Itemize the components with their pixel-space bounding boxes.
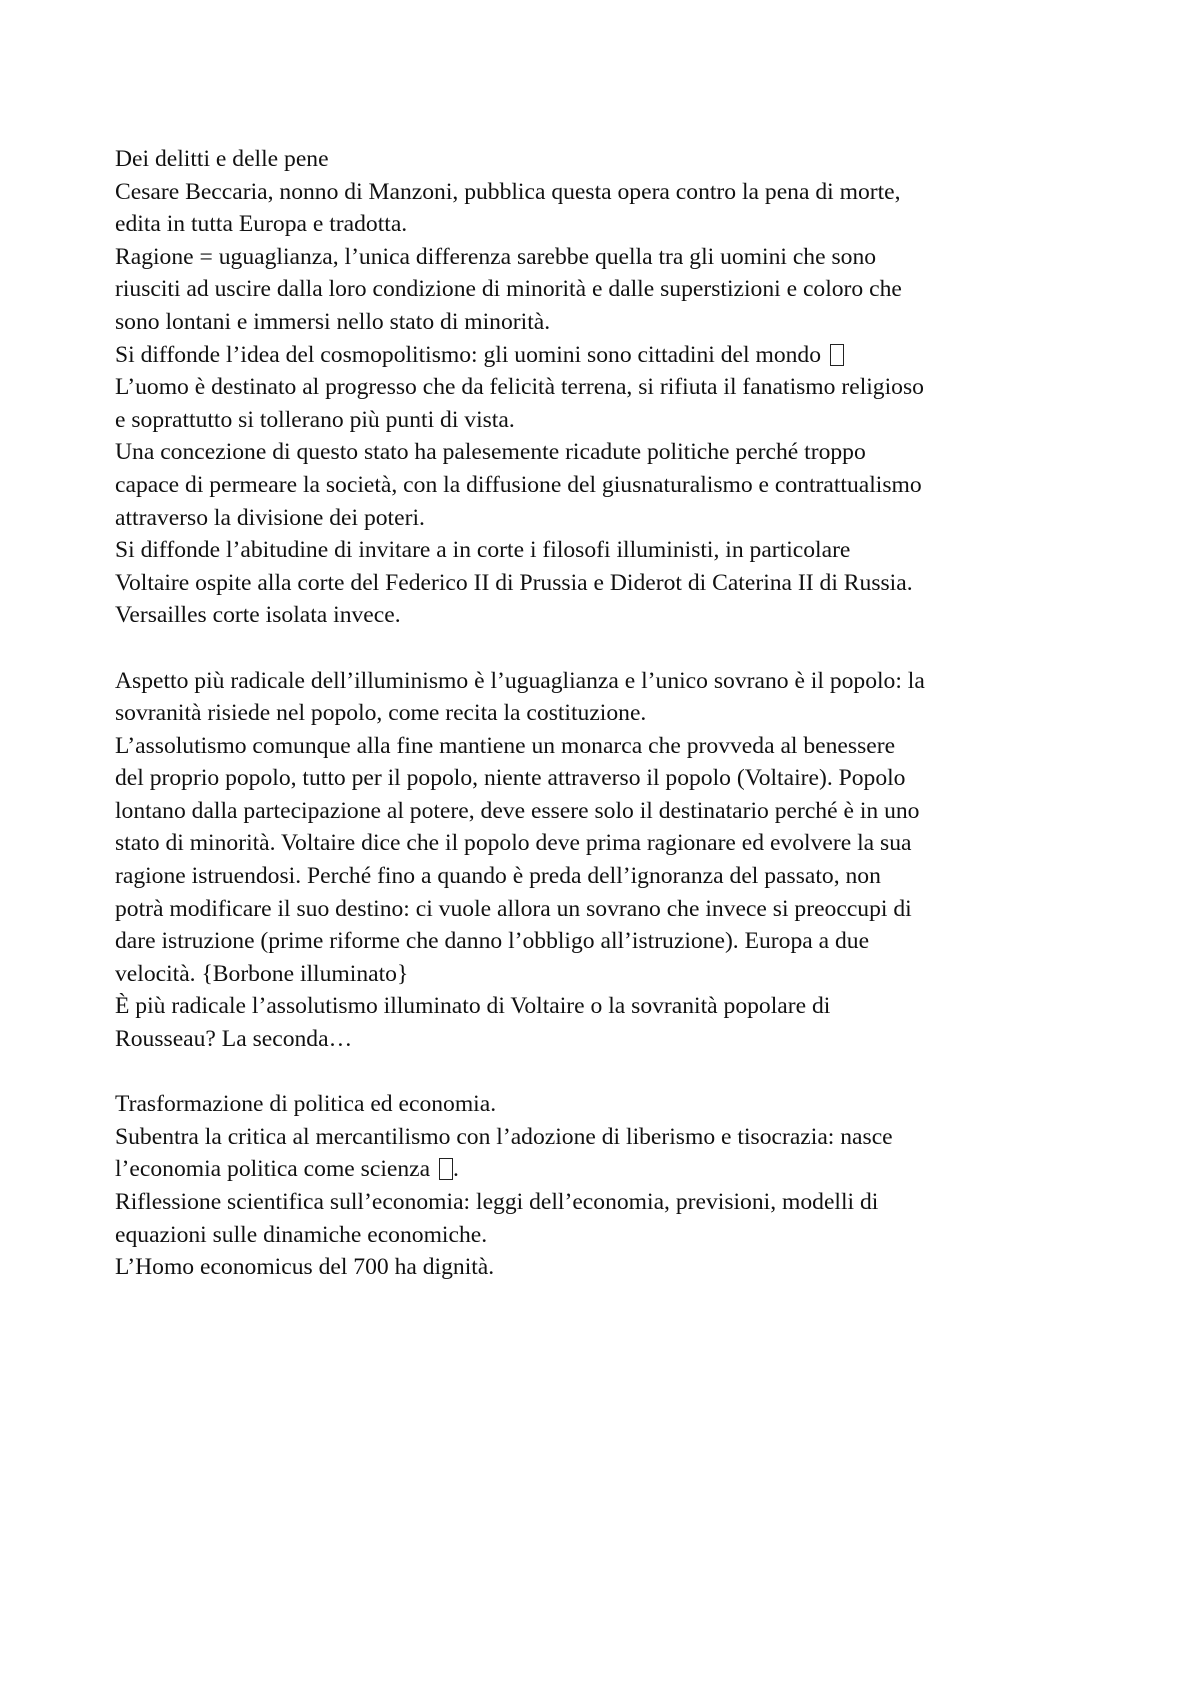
text-line-with-glyph [115, 1153, 1105, 1186]
document-title-line: Dei delitti e delle pene [115, 146, 329, 172]
text-line: Si diffonde l’idea del cosmopolitismo: gli uomini sono cittadini del mondo [115, 341, 822, 368]
text-line: e soprattutto si tollerano più punti di vista. [115, 406, 515, 433]
text-line: edita in tutta Europa e tradotta. [115, 211, 408, 238]
text-line: L’Homo economicus del 700 ha dignità. [115, 1254, 495, 1281]
text-line: Si diffonde l’abitudine di invitare a in corte i filosofi illuministi, in particolare [115, 537, 851, 564]
text-line: attraverso la divisione dei poteri. [115, 504, 425, 531]
missing-glyph-icon [439, 1158, 453, 1180]
text-line: Subentra la critica al mercantilismo con l’adozione di liberismo e tisocrazia: nasce [115, 1123, 893, 1150]
text-line: Trasformazione di politica ed economia. [115, 1091, 497, 1118]
text-line: Cesare Beccaria, nonno di Manzoni, pubblica questa opera contro la pena di morte, [115, 178, 901, 205]
text-line: potrà modificare il suo destino: ci vuole allora un sovrano che invece si preoccupi di [115, 895, 912, 922]
text-line: Una concezione di questo stato ha palesemente ricadute politiche perché troppo [115, 439, 866, 466]
text-line: velocità. {Borbone illuminato} [115, 960, 409, 987]
text-line: ragione istruendosi. Perché fino a quando è preda dell’ignoranza del passato, non [115, 863, 881, 890]
text-line: Ragione = uguaglianza, l’unica differenza sarebbe quella tra gli uomini che sono [115, 243, 877, 270]
missing-glyph-icon [830, 344, 844, 366]
text-line: sovranità risiede nel popolo, come recita la costituzione. [115, 700, 647, 727]
text-line-with-glyph [115, 339, 1105, 372]
text-line: Aspetto più radicale dell’illuminismo è l’uguaglianza e l’unico sovrano è il popolo: la [115, 667, 925, 694]
text-line: del proprio popolo, tutto per il popolo, niente attraverso il popolo (Voltaire). Popolo [115, 765, 906, 792]
paragraph-gap [115, 632, 1105, 665]
text-line: Versailles corte isolata invece. [115, 602, 401, 629]
paragraph-gap [115, 1056, 1105, 1089]
text-line: capace di permeare la società, con la diffusione del giusnaturalismo e contrattualismo [115, 471, 922, 498]
document-body [115, 143, 1105, 1284]
text-line: riusciti ad uscire dalla loro condizione di minorità e dalle superstizioni e coloro che [115, 276, 902, 303]
text-line: stato di minorità. Voltaire dice che il popolo deve prima ragionare ed evolvere la sua [115, 830, 912, 857]
text-line: L’uomo è destinato al progresso che da felicità terrena, si rifiuta il fanatismo religioso [115, 374, 924, 401]
text-line: dare istruzione (prime riforme che danno l’obbligo all’istruzione). Europa a due [115, 928, 870, 955]
text-line: L’assolutismo comunque alla fine mantiene un monarca che provveda al benessere [115, 732, 896, 759]
text-line: l’economia politica come scienza [115, 1156, 431, 1183]
text-line: Riflessione scientifica sull’economia: leggi dell’economia, previsioni, modelli di [115, 1189, 879, 1215]
text-line: sono lontani e immersi nello stato di minorità. [115, 308, 551, 335]
text-line: È più radicale l’assolutismo illuminato di Voltaire o la sovranità popolare di [115, 993, 831, 1020]
text-line: Rousseau? La seconda… [115, 1026, 353, 1053]
line-suffix: . [453, 1156, 459, 1183]
text-line: Voltaire ospite alla corte del Federico II di Prussia e Diderot di Caterina II di Russia. [115, 569, 913, 596]
text-line: lontano dalla partecipazione al potere, deve essere solo il destinatario perché è in uno [115, 797, 920, 824]
text-line: equazioni sulle dinamiche economiche. [115, 1221, 488, 1248]
